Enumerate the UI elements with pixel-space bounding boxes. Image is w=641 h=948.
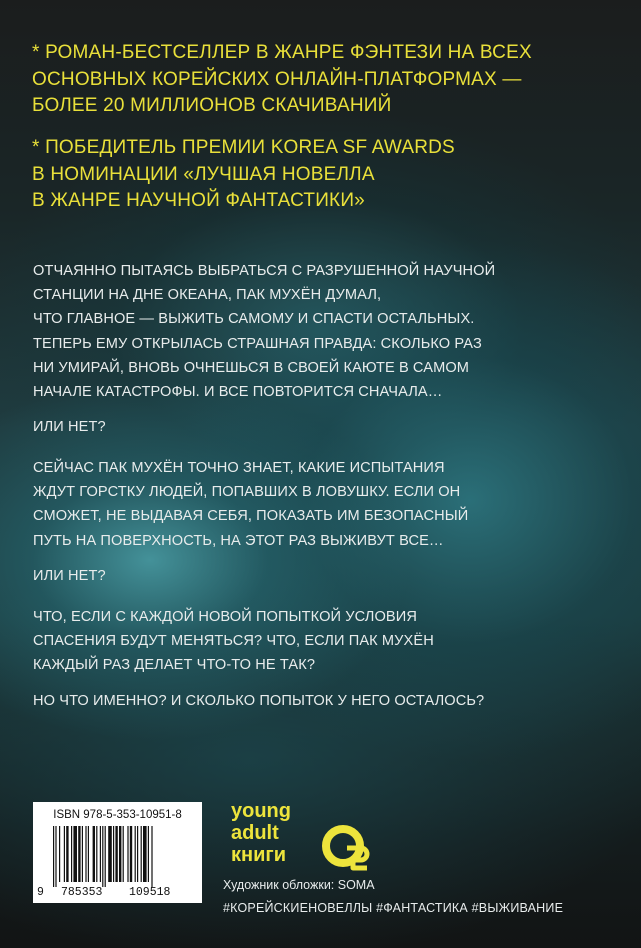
blurb-line: НО ЧТО ИМЕННО? И СКОЛЬКО ПОПЫТОК У НЕГО ОСТАЛОСЬ? (33, 693, 485, 709)
isbn-barcode (33, 802, 202, 903)
barcode-bar (119, 826, 121, 882)
tagline-line: ОСНОВНЫХ КОРЕЙСКИХ ОНЛАЙН-ПЛАТФОРМАХ — (32, 68, 522, 90)
barcode-bar (102, 826, 103, 887)
barcode-bar (73, 826, 77, 882)
barcode-digit-group-right: 109518 (129, 886, 171, 899)
blurb-paragraph (33, 689, 623, 713)
barcode-bar (53, 826, 54, 887)
blurb-line: СЕЙЧАС ПАК МУХЁН ТОЧНО ЗНАЕТ, КАКИЕ ИСПЫТАНИЯ (33, 460, 445, 476)
barcode-bar (55, 826, 56, 887)
barcode-bar (64, 826, 65, 882)
barcode-bar (141, 826, 142, 882)
blurb-line: НИ УМИРАЙ, ВНОВЬ ОЧНЕШЬСЯ В СВОЕЙ КАЮТЕ В САМОМ (33, 359, 470, 376)
blurb-line: ИЛИ НЕТ? (33, 419, 106, 435)
tagline-line: В ЖАНРЕ НАУЧНОЙ ФАНТАСТИКИ» (32, 190, 365, 211)
tagline-line: БОЛЕЕ 20 МИЛЛИОНОВ СКАЧИВАНИЙ (32, 95, 392, 116)
barcode-bar (82, 826, 83, 882)
blurb-line: СМОЖЕТ, НЕ ВЫДАВАЯ СЕБЯ, ПОКАЗАТЬ ИМ БЕЗОПАСНЫЙ (33, 508, 469, 525)
barcode-bar (100, 826, 101, 882)
logo-word: young (231, 800, 291, 822)
blurb-paragraph (33, 259, 623, 404)
barcode-digit-lead: 9 (37, 886, 44, 899)
young-adult-books-logo (231, 800, 371, 876)
blurb-line: ТЕПЕРЬ ЕМУ ОТКРЫЛАСЬ СТРАШНАЯ ПРАВДА: СКОЛЬКО РАЗ (33, 335, 482, 352)
logo-word: книги (231, 844, 287, 866)
blurb-line: ЧТО ГЛАВНОЕ — ВЫЖИТЬ САМОМУ И СПАСТИ ОСТАЛЬНЫХ. (33, 311, 475, 328)
barcode-bar (78, 826, 80, 882)
barcode-bar (127, 826, 128, 882)
barcode-bar (108, 826, 112, 882)
barcode-bar (105, 826, 106, 887)
barcode-bar (96, 826, 97, 882)
barcode-bar (88, 826, 89, 882)
tagline-award (32, 135, 622, 215)
barcode-bar (130, 826, 132, 882)
logo-mark-icon (319, 822, 371, 874)
barcode-bar (135, 826, 136, 882)
barcode-bar (137, 826, 138, 882)
barcode-bar (93, 826, 95, 882)
barcode-digit-group-left: 785353 (61, 886, 103, 899)
barcode-bar (71, 826, 72, 882)
barcode-bar (148, 826, 149, 882)
blurb-line: ЖДУТ ГОРСТКУ ЛЮДЕЙ, ПОПАВШИХ В ЛОВУШКУ. ЕСЛИ ОН (33, 484, 461, 501)
blurb-paragraph (33, 415, 623, 439)
blurb-paragraph (33, 605, 623, 678)
tagline-line: В НОМИНАЦИИ «ЛУЧШАЯ НОВЕЛЛА (32, 163, 375, 185)
blurb-line: ИЛИ НЕТ? (33, 568, 106, 584)
barcode-bar (115, 826, 117, 882)
blurb-paragraph (33, 456, 623, 553)
tagline-line: * ПОБЕДИТЕЛЬ ПРЕМИИ KOREA SF AWARDS (32, 137, 455, 158)
hashtags: #КОРЕЙСКИЕНОВЕЛЛЫ #ФАНТАСТИКА #ВЫЖИВАНИЕ (223, 901, 564, 915)
barcode-bar (151, 826, 152, 887)
tagline-line: * РОМАН-БЕСТСЕЛЛЕР В ЖАНРЕ ФЭНТЕЗИ НА ВСЕХ (32, 42, 532, 63)
blurb-line: НАЧАЛЕ КАТАСТРОФЫ. И ВСЕ ПОВТОРИТСЯ СНАЧАЛА… (33, 384, 443, 401)
blurb-line: ОТЧАЯННО ПЫТАЯСЬ ВЫБРАТЬСЯ С РАЗРУШЕННОЙ НАУЧНОЙ (33, 263, 496, 279)
blurb-line: СПАСЕНИЯ БУДУТ МЕНЯТЬСЯ? ЧТО, ЕСЛИ ПАК МУХЁН (33, 633, 434, 650)
blurb-line: СТАНЦИИ НА ДНЕ ОКЕАНА, ПАК МУХЁН ДУМАЛ, (33, 287, 382, 304)
blurb-paragraph (33, 564, 623, 588)
isbn-label: ISBN 978-5-353-10951-8 (53, 809, 182, 821)
cover-artist-credit: Художник обложки: SOMA (223, 878, 375, 892)
blurb-line: ПУТЬ НА ПОВЕРХНОСТЬ, НА ЭТОТ РАЗ ВЫЖИВУТ ВСЕ… (33, 532, 444, 549)
barcode-bar (143, 826, 147, 882)
barcode-bar (85, 826, 86, 882)
barcode-bars (53, 826, 193, 887)
barcode-bar (59, 826, 60, 882)
barcode-bar (66, 826, 68, 882)
blurb-line: ЧТО, ЕСЛИ С КАЖДОЙ НОВОЙ ПОПЫТКОЙ УСЛОВИЯ (33, 609, 417, 625)
barcode-bar (113, 826, 114, 882)
tagline-bestseller (32, 40, 622, 120)
blurb-line: КАЖДЫЙ РАЗ ДЕЛАЕТ ЧТО-ТО НЕ ТАК? (33, 657, 316, 674)
logo-word: adult (231, 822, 279, 844)
barcode-bar (123, 826, 124, 882)
